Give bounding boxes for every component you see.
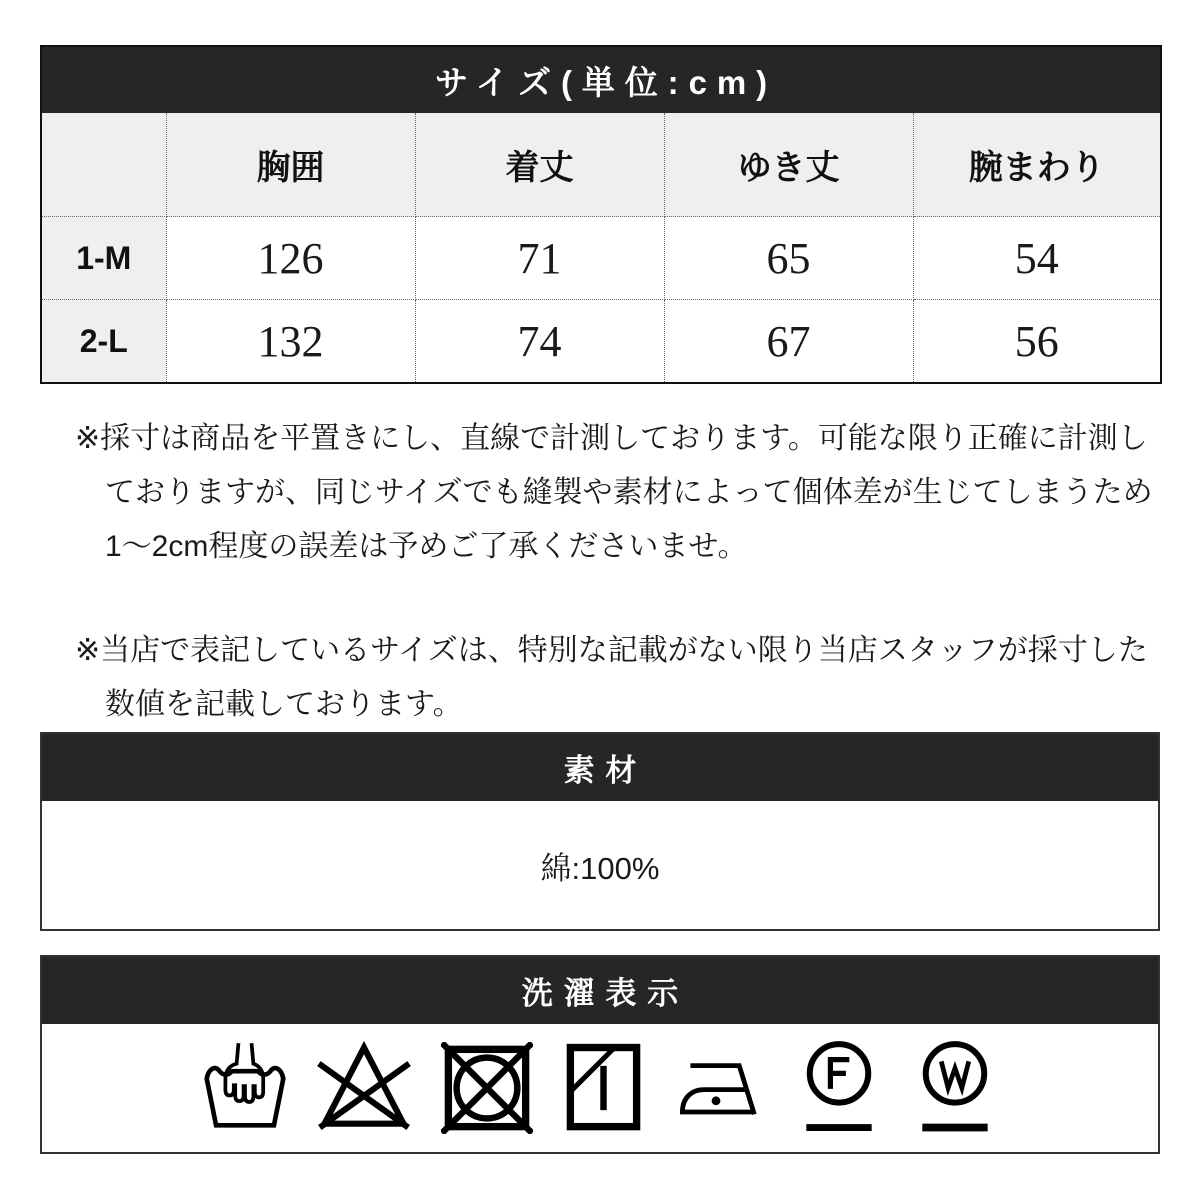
cell-arm: 56	[913, 300, 1161, 384]
cell-sleeve: 65	[664, 217, 913, 300]
corner-cell	[41, 113, 166, 217]
do-not-bleach-icon	[317, 1041, 411, 1135]
column-header-arm: 腕まわり	[913, 113, 1161, 217]
measurement-note	[75, 412, 1153, 574]
sizing-note	[75, 624, 1148, 732]
column-header-length: 着丈	[415, 113, 664, 217]
column-header-sleeve: ゆき丈	[664, 113, 913, 217]
do-not-tumble-dry-icon	[441, 1042, 533, 1134]
size-table-title-row	[41, 46, 1161, 113]
material-value: 綿:100%	[540, 850, 660, 886]
column-header-chest: 胸囲	[166, 113, 415, 217]
laundry-symbols-row	[42, 1024, 1158, 1152]
note-line: 1〜2cm程度の誤差は予めご了承くださいませ。	[105, 530, 748, 563]
row-label: 1-M	[41, 217, 166, 300]
line-dry-in-shade-icon	[563, 1042, 644, 1134]
note-line: 数値を記載しております。	[105, 688, 463, 721]
cell-sleeve: 67	[664, 300, 913, 384]
table-row-1m	[41, 217, 1161, 300]
material-body	[42, 801, 1158, 929]
note-line: ※採寸は商品を平置きにし、直線で計測しております。可能な限り正確に計測し	[75, 422, 1148, 455]
wet-clean-w-icon	[912, 1039, 998, 1137]
laundry-section	[40, 955, 1160, 1154]
cell-arm: 54	[913, 217, 1161, 300]
size-table-header-row	[41, 113, 1161, 217]
cell-chest: 126	[166, 217, 415, 300]
table-row-2l	[41, 300, 1161, 384]
row-label: 2-L	[41, 300, 166, 384]
note-line: ておりますが、同じサイズでも縫製や素材によって個体差が生じてしまうため	[105, 476, 1153, 509]
size-table-title: サイズ(単位:cm)	[41, 46, 1161, 113]
product-size-info-image	[40, 45, 1160, 1154]
laundry-header: 洗濯表示	[42, 957, 1158, 1024]
note-line: ※当店で表記しているサイズは、特別な記載がない限り当店スタッフが採寸した	[75, 634, 1148, 667]
cell-length: 74	[415, 300, 664, 384]
dry-clean-f-icon	[796, 1039, 882, 1137]
size-table	[40, 45, 1162, 384]
iron-low-heat-icon	[674, 1048, 766, 1128]
material-section	[40, 732, 1160, 931]
hand-wash-icon	[203, 1040, 287, 1136]
cell-chest: 132	[166, 300, 415, 384]
material-header: 素材	[42, 734, 1158, 801]
cell-length: 71	[415, 217, 664, 300]
